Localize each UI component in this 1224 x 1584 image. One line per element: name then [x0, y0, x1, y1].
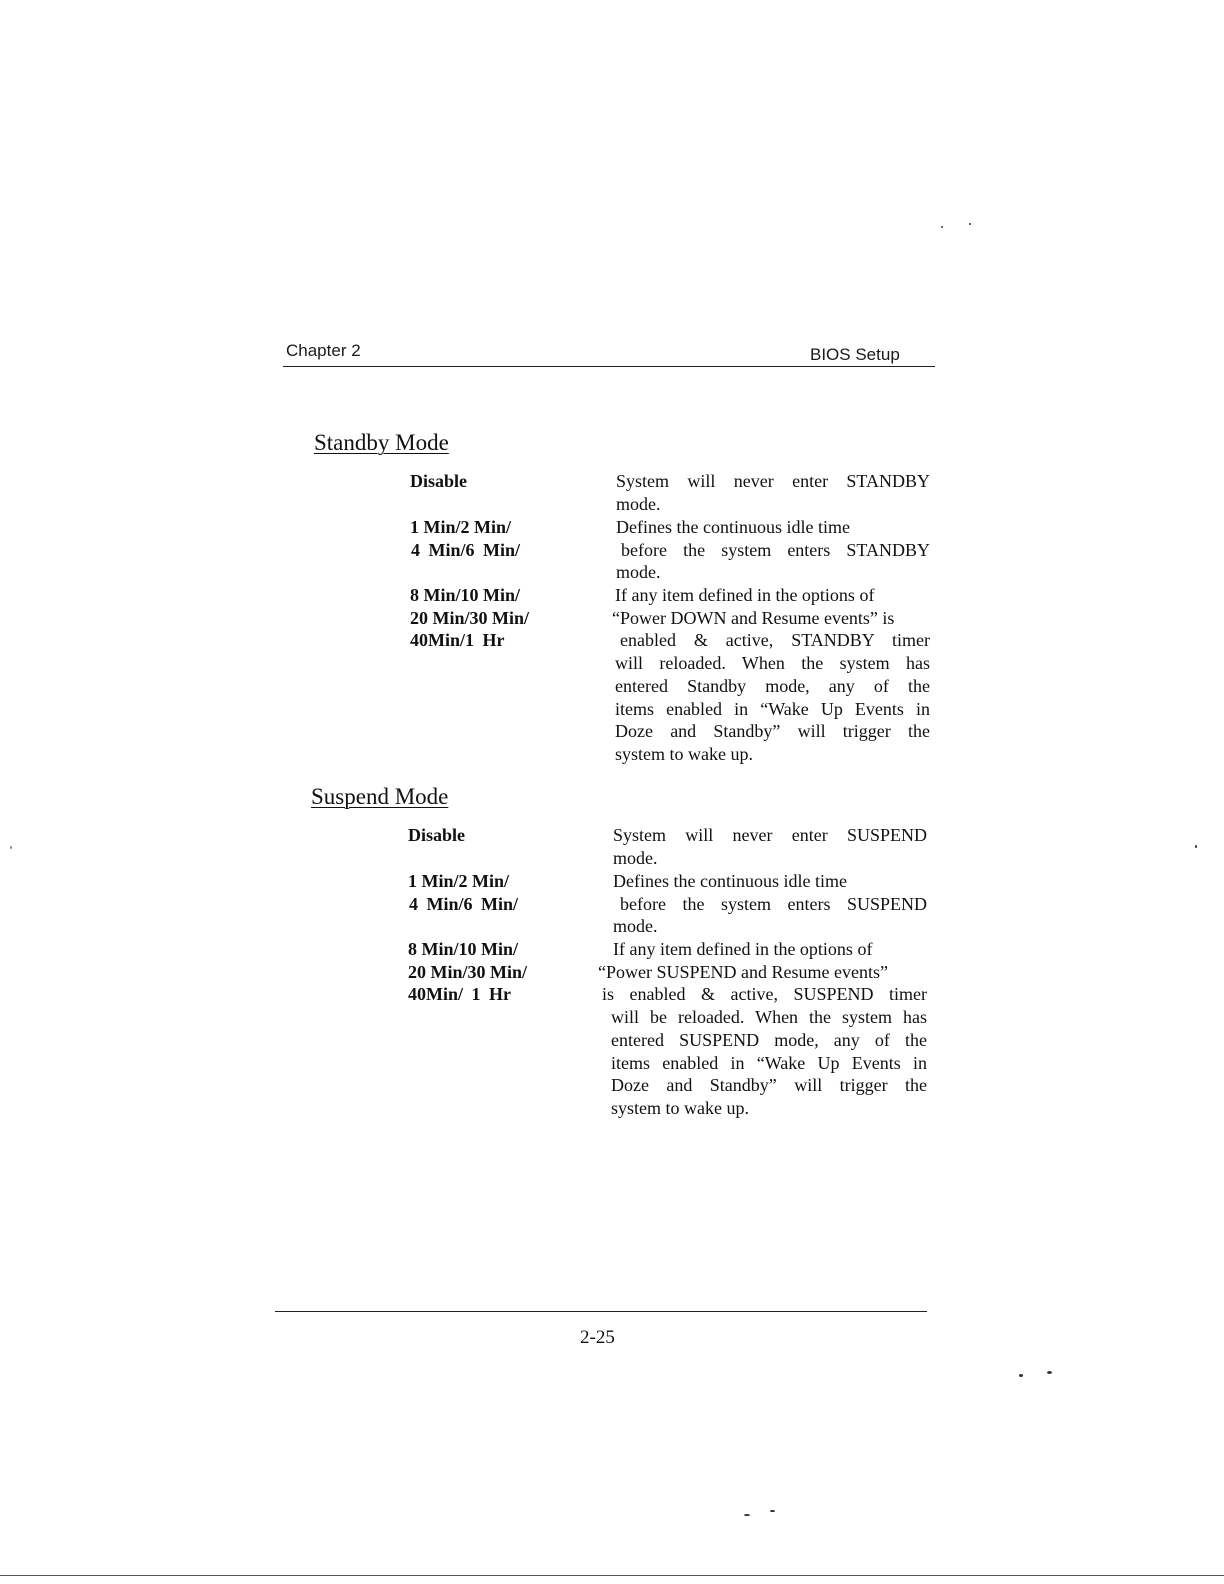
suspend-option-short [408, 870, 518, 915]
desc-line: System will never enter SUSPEND [613, 825, 927, 845]
option-line: 1 Min/2 Min/ [408, 871, 510, 891]
suspend-option-long [408, 938, 527, 1006]
standby-mode-title: Standby Mode [314, 430, 449, 455]
option-line: Disable [408, 825, 466, 845]
standby-option-short [410, 516, 520, 561]
scan-edge-line [0, 1575, 1224, 1576]
desc-line: enabled & active, STANDBY timer [620, 630, 930, 651]
desc-line: system to wake up. [611, 1097, 749, 1118]
suspend-mode-title: Suspend Mode [311, 784, 449, 809]
desc-line: Doze and Standby” will trigger the [615, 721, 930, 742]
desc-line: mode. [613, 916, 658, 937]
desc-line: “Power SUSPEND and Resume events” [598, 961, 888, 982]
footer-rule [275, 1311, 927, 1312]
option-line: 1 Min/2 Min/ [410, 517, 512, 537]
scan-speck [969, 223, 971, 225]
suspend-desc-short [613, 870, 927, 938]
option-line: 8 Min/10 Min/ [410, 585, 521, 605]
standby-option-disable [410, 470, 467, 493]
option-line: 40Min/1 Hr [410, 630, 505, 651]
suspend-desc-disable [613, 824, 927, 869]
option-line: 20 Min/30 Min/ [408, 961, 528, 982]
option-line: 20 Min/30 Min/ [410, 607, 530, 628]
option-line: Disable [410, 471, 468, 491]
desc-line: System will never enter STANDBY [616, 471, 930, 491]
desc-line: entered Standby mode, any of the [615, 675, 930, 696]
scan-speck [941, 226, 943, 228]
scan-speck [744, 1514, 750, 1516]
standby-desc-long [612, 584, 930, 766]
desc-line: “Power DOWN and Resume events” is [612, 607, 895, 628]
desc-line: Defines the continuous idle time [613, 871, 847, 891]
scan-speck [10, 846, 12, 849]
standby-desc-short [616, 516, 930, 584]
scan-speck [1019, 1374, 1023, 1377]
option-line: 4 Min/6 Min/ [411, 539, 521, 560]
desc-line: mode. [616, 493, 661, 514]
chapter-label: Chapter 2 [286, 341, 361, 360]
option-line: 4 Min/6 Min/ [409, 893, 519, 914]
scan-speck [770, 1510, 775, 1512]
desc-line: Defines the continuous idle time [616, 517, 850, 537]
desc-line: will be reloaded. When the system has [611, 1007, 927, 1028]
desc-line: will reloaded. When the system has [615, 653, 930, 674]
desc-line: If any item defined in the options of [613, 939, 873, 959]
header-rule [283, 366, 935, 367]
standby-desc-disable [616, 470, 930, 515]
desc-line: is enabled & active, SUSPEND timer [602, 984, 927, 1005]
option-line: 8 Min/10 Min/ [408, 939, 519, 959]
desc-line: mode. [616, 562, 661, 583]
desc-line: entered SUSPEND mode, any of the [611, 1029, 927, 1050]
scan-speck [1047, 1371, 1052, 1374]
desc-line: before the system enters SUSPEND [620, 893, 927, 914]
page-number: 2-25 [580, 1327, 615, 1348]
option-line: 40Min/ 1 Hr [408, 984, 511, 1005]
desc-line: If any item defined in the options of [615, 585, 875, 605]
desc-line: items enabled in “Wake Up Events in [615, 698, 930, 719]
desc-line: before the system enters STANDBY [621, 539, 930, 560]
desc-line: system to wake up. [615, 743, 753, 764]
standby-option-long [410, 584, 529, 652]
desc-line: mode. [613, 847, 658, 868]
desc-line: Doze and Standby” will trigger the [611, 1075, 927, 1096]
suspend-desc-long [598, 938, 927, 1120]
desc-line: items enabled in “Wake Up Events in [611, 1052, 927, 1073]
scan-speck [1195, 845, 1197, 848]
section-label: BIOS Setup [810, 345, 900, 364]
suspend-option-disable [408, 824, 465, 847]
